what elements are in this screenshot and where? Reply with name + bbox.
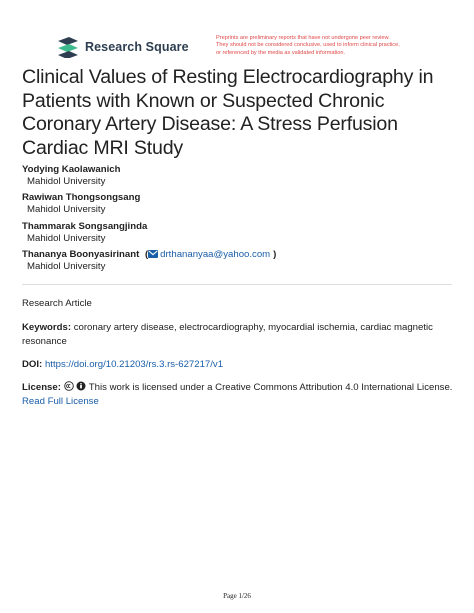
author-email: drthananyaa@yahoo.com	[160, 248, 271, 260]
license-text: This work is licensed under a Creative Commons Attribution 4.0 International License.	[88, 382, 453, 393]
disclaimer-line: They should not be considered conclusive, used to inform clinical practice,	[216, 42, 400, 49]
doi-label: DOI:	[22, 359, 43, 370]
logo-text: Research Square	[85, 40, 189, 54]
license-label: License:	[22, 382, 61, 393]
preprint-disclaimer	[216, 35, 466, 57]
author-affiliation: Mahidol University	[27, 176, 106, 187]
keywords	[22, 321, 452, 348]
title-line: Patients with Known or Suspected Chronic	[22, 89, 385, 112]
title-line: Coronary Artery Disease: A Stress Perfusion	[22, 113, 398, 135]
author-name: Rawiwan Thongsongsang	[22, 192, 141, 204]
title-line: Cardiac MRI Study	[22, 136, 184, 159]
author-name: Thammarak Songsangjinda	[22, 220, 148, 232]
doi-link[interactable]: https://doi.org/10.21203/rs.3.rs-627217/v1	[44, 359, 224, 370]
author-affiliation: Mahidol University	[27, 204, 106, 216]
cc-icon	[64, 381, 74, 391]
keywords-label: Keywords:	[22, 322, 72, 333]
envelope-icon	[148, 250, 158, 258]
author-affiliation: Mahidol University	[27, 232, 106, 244]
section-divider	[22, 284, 452, 285]
author-affiliation: Mahidol University	[27, 260, 106, 272]
article-type: Research Article	[22, 298, 92, 309]
author-list	[22, 164, 452, 277]
disclaimer-line: Preprints are preliminary reports that have not undergone peer review.	[216, 35, 390, 41]
author-name: Thananya Boonyasirinant	[22, 248, 140, 260]
author-name: Yodying Kaolawanich	[22, 164, 121, 175]
page-number: Page 1/26	[223, 592, 251, 600]
paper-title	[22, 66, 442, 160]
doi	[22, 359, 223, 370]
by-icon	[76, 381, 86, 391]
title-line: Clinical Values of Resting Electrocardiography in	[22, 66, 434, 88]
header	[0, 0, 474, 64]
author-email-link[interactable]	[148, 249, 270, 260]
disclaimer-line: or referenced by the media as validated information.	[216, 49, 346, 56]
corresponding-author	[22, 249, 452, 261]
keywords-line: resonance	[22, 335, 67, 347]
email-close-paren: )	[273, 248, 277, 260]
email-open-paren: (	[144, 248, 149, 260]
keywords-line: coronary artery disease, electrocardiography, myocardial ischemia, cardiac magnetic	[73, 322, 433, 333]
research-square-logo-icon	[56, 36, 80, 58]
research-square-logo[interactable]	[56, 36, 189, 58]
license	[22, 381, 452, 408]
read-full-license-link[interactable]: Read Full License	[22, 395, 99, 407]
